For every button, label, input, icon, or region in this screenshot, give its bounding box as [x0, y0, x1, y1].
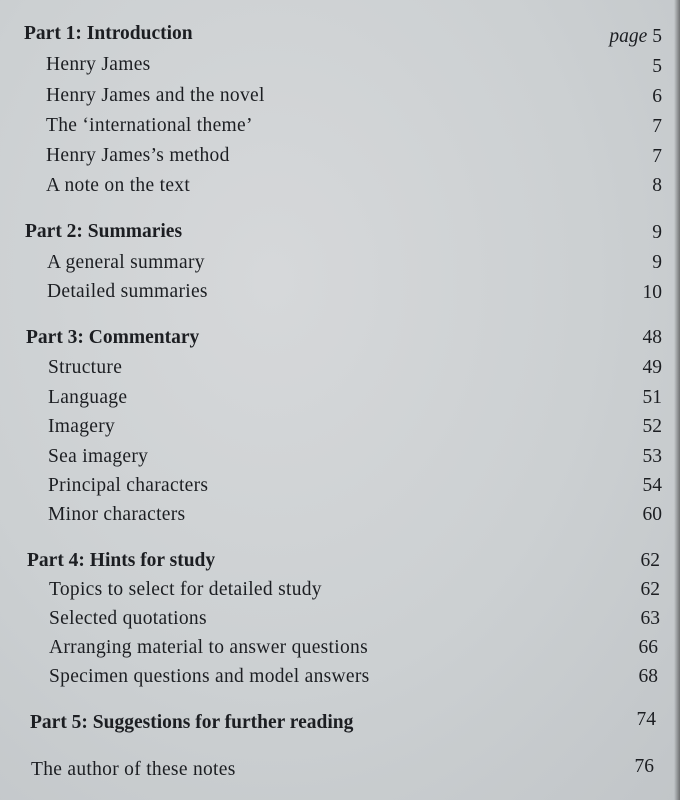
toc-entry-arranging-material: Arranging material to answer questions: [49, 637, 368, 658]
part4-heading: Part 4: Hints for study: [27, 550, 216, 571]
toc-entry-page: 63: [640, 608, 660, 629]
toc-entry-page: 5: [652, 56, 662, 77]
part2-page: 9: [652, 222, 662, 243]
toc-entry-note-on-the-text: A note on the text: [46, 175, 191, 196]
toc-entry-general-summary: A general summary: [47, 252, 205, 273]
toc-entry-page: 9: [652, 252, 662, 273]
page-prefix: page: [609, 26, 648, 47]
toc-entry-principal-characters: Principal characters: [48, 475, 209, 496]
toc-entry-language: Language: [48, 387, 128, 408]
toc-entry-page: 66: [638, 637, 658, 658]
toc-entry-page: 51: [642, 387, 662, 408]
toc-entry-page: 68: [638, 666, 658, 687]
page-edge-shadow: [674, 0, 680, 800]
toc-entry-henry-james-and-the-novel: Henry James and the novel: [46, 85, 265, 106]
part4-page: 62: [640, 550, 660, 571]
toc-entry-page: 7: [652, 116, 662, 137]
toc-entry-specimen-questions: Specimen questions and model answers: [49, 666, 370, 687]
toc-entry-topics-detailed-study: Topics to select for detailed study: [49, 579, 322, 600]
toc-entry-page: 54: [642, 475, 662, 496]
toc-entry-minor-characters: Minor characters: [48, 504, 186, 525]
toc-entry-page: 10: [642, 282, 662, 303]
toc-entry-sea-imagery: Sea imagery: [48, 446, 149, 467]
toc-entry-page: 7: [652, 146, 662, 167]
toc-entry-international-theme: The ‘international theme’: [46, 115, 253, 136]
part3-heading: Part 3: Commentary: [26, 327, 200, 348]
toc-entry-page: 53: [642, 446, 662, 467]
part1-heading: Part 1: Introduction: [24, 23, 193, 44]
toc-entry-detailed-summaries: Detailed summaries: [47, 281, 208, 302]
toc-entry-author: The author of these notes: [31, 759, 236, 780]
part1-page: [582, 24, 662, 50]
toc-entry-selected-quotations: Selected quotations: [49, 608, 207, 629]
part5-page: 74: [636, 709, 656, 730]
toc-entry-henry-james-method: Henry James’s method: [46, 145, 230, 166]
toc-entry-imagery: Imagery: [48, 416, 116, 437]
toc-entry-page: 52: [642, 416, 662, 437]
part5-heading: Part 5: Suggestions for further reading: [30, 712, 354, 733]
part2-heading: Part 2: Summaries: [25, 221, 183, 242]
toc-entry-page: 62: [640, 579, 660, 600]
toc-entry-page: 49: [642, 357, 662, 378]
toc-entry-page: 76: [634, 756, 654, 777]
toc-entry-henry-james: Henry James: [46, 54, 151, 75]
toc-entry-page: 6: [652, 86, 662, 107]
toc-entry-structure: Structure: [48, 357, 123, 378]
toc-entry-page: 60: [642, 504, 662, 525]
part3-page: 48: [642, 327, 662, 348]
toc-entry-page: 8: [652, 175, 662, 196]
part1-page-number: 5: [652, 26, 662, 47]
